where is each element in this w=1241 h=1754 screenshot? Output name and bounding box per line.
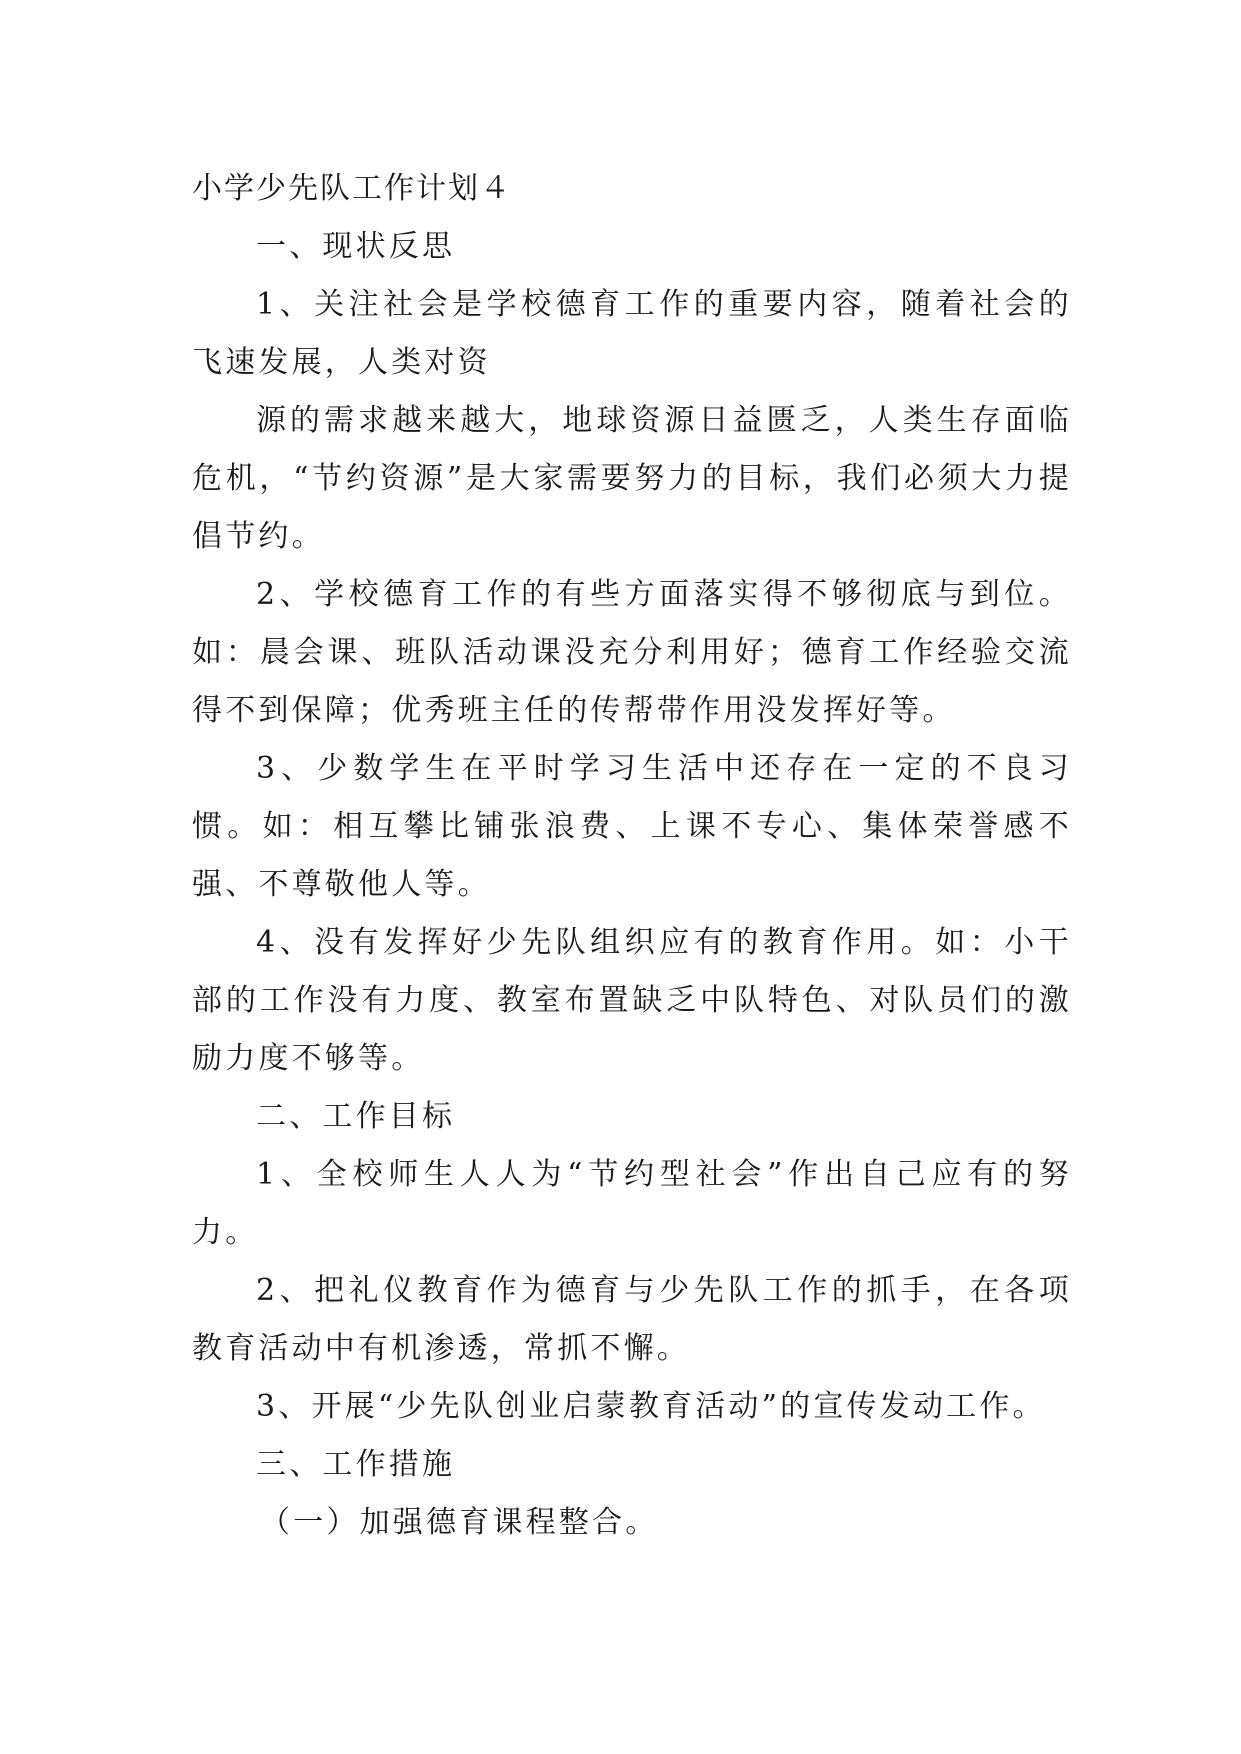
paragraph: 2、把礼仪教育作为德育与少先队工作的抓手，在各项教育活动中有机渗透，常抓不懈。 — [192, 1273, 1072, 1366]
paragraph: 4、没有发挥好少先队组织应有的教育作用。如：小干部的工作没有力度、教室布置缺乏中队特色、对队员们的激励力度不够等。 — [192, 925, 1072, 1076]
paragraph: 2、学校德育工作的有些方面落实得不够彻底与到位。如：晨会课、班队活动课没充分利用好；德育工作经验交流得不到保障；优秀班主任的传帮带作用没发挥好等。 — [192, 577, 1072, 728]
section-heading-status-reflection: 一、现状反思 — [256, 229, 456, 264]
paragraph: 3、开展“少先队创业启蒙教育活动”的宣传发动工作。 — [256, 1389, 1046, 1424]
subsection-heading: （一）加强德育课程整合。 — [260, 1505, 659, 1540]
document-body — [192, 160, 1072, 1552]
paragraph: 源的需求越来越大，地球资源日益匮乏，人类生存面临危机，“节约资源”是大家需要努力的目标，我们必须大力提倡节约。 — [192, 403, 1072, 554]
section-heading-work-goals: 二、工作目标 — [256, 1099, 456, 1134]
paragraph: 1、关注社会是学校德育工作的重要内容，随着社会的飞速发展，人类对资 — [192, 287, 1072, 380]
paragraph: 3、少数学生在平时学习生活中还存在一定的不良习惯。如：相互攀比铺张浪费、上课不专心、集体荣誉感不强、不尊敬他人等。 — [192, 751, 1072, 902]
section-heading-work-measures: 三、工作措施 — [256, 1447, 456, 1482]
document-title: 小学少先队工作计划４ — [192, 171, 512, 206]
paragraph: 1、全校师生人人为“节约型社会”作出自己应有的努力。 — [192, 1157, 1072, 1250]
